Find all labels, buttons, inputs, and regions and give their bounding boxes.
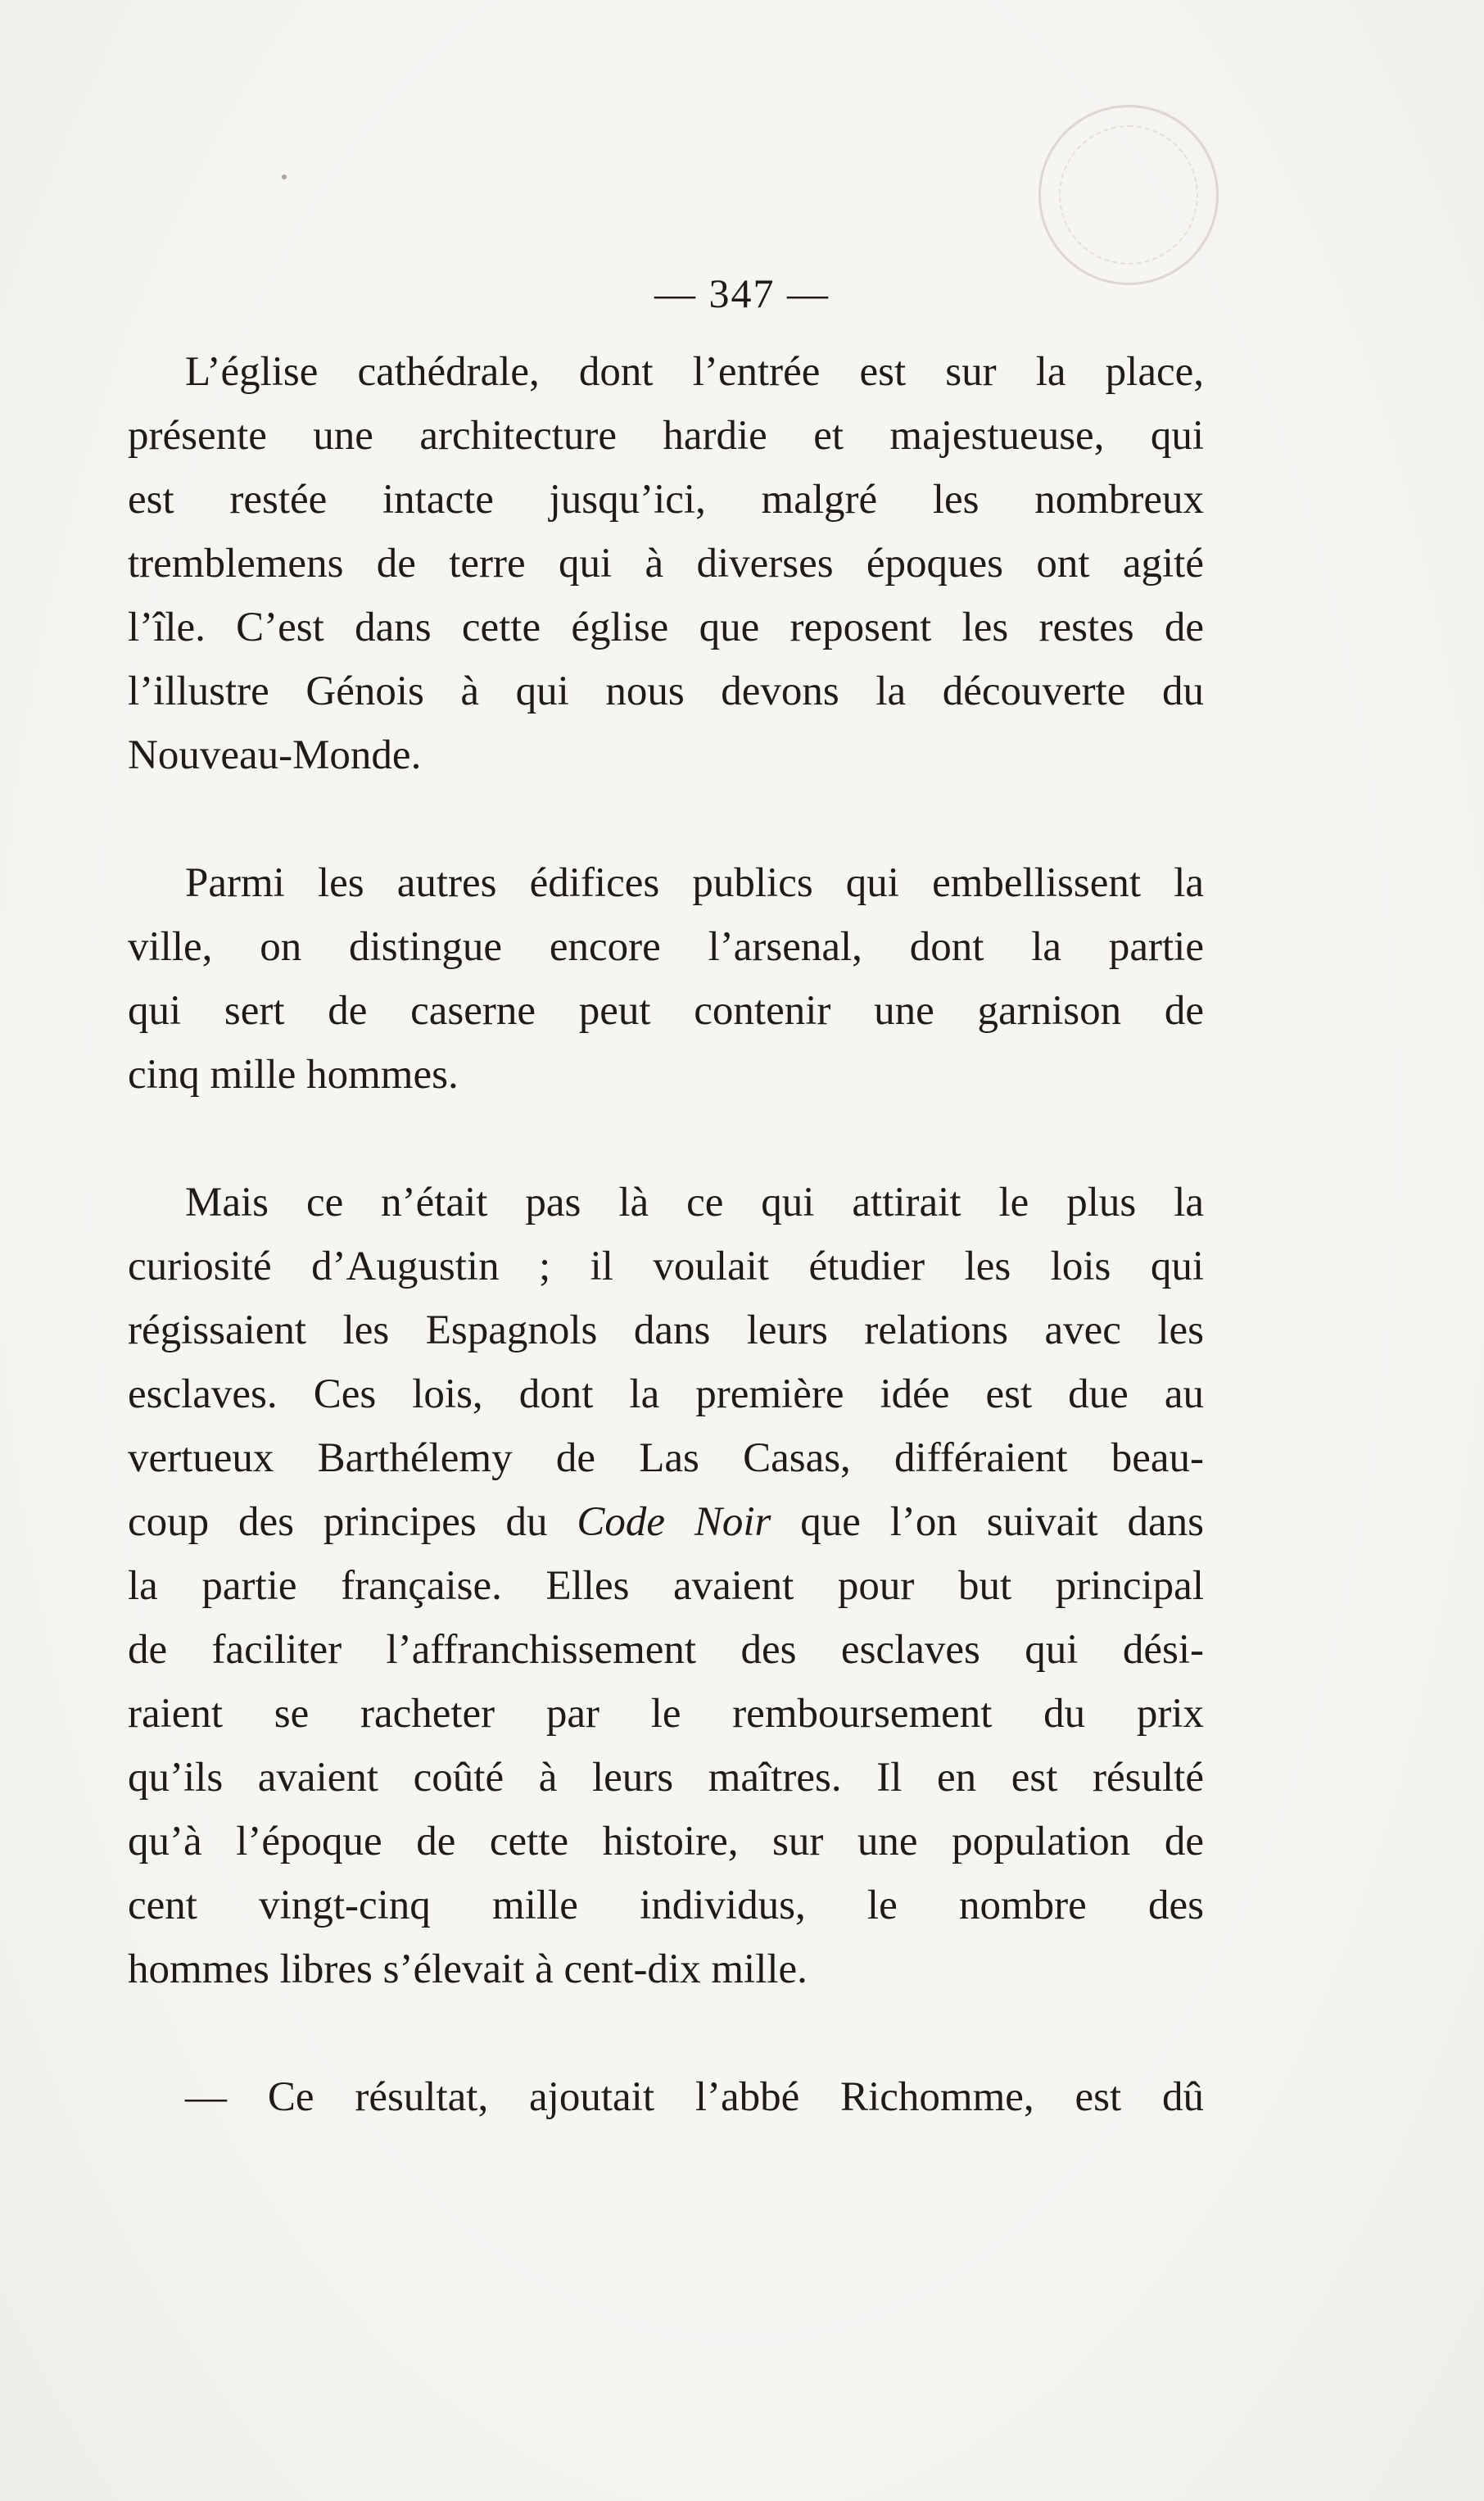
text-line: qu’ils avaient coûté à leurs maîtres. Il en est résulté (128, 1755, 1204, 1801)
text-line: régissaient les Espagnols dans leurs relations avec les (128, 1307, 1204, 1353)
text-segment: que l’on suivait dans (771, 1499, 1204, 1545)
text-line: Mais ce n’était pas là ce qui attirait le plus la (185, 1180, 1204, 1226)
paragraph-3 (128, 1171, 1204, 2001)
text-line: cent vingt-cinq mille individus, le nombre des (128, 1883, 1204, 1928)
paragraph-1 (128, 340, 1204, 787)
paragraph-2 (128, 851, 1204, 1107)
text-line: L’église cathédrale, dont l’entrée est sur la place, (185, 349, 1204, 395)
text-segment: coup des principes du (128, 1499, 577, 1545)
italic-title: Code Noir (577, 1499, 771, 1545)
text-line (128, 1490, 1204, 1554)
text-line: l’illustre Génois à qui nous devons la découverte du (128, 668, 1204, 714)
body-text (128, 340, 1204, 2129)
ink-speck (282, 174, 287, 179)
text-line: raient se racheter par le remboursement du prix (128, 1691, 1204, 1737)
text-line: vertueux Barthélemy de Las Casas, différaient beau- (128, 1435, 1204, 1481)
paragraph-4 (128, 2065, 1204, 2129)
page-number: — 347 — (654, 270, 830, 316)
text-line: est restée intacte jusqu’ici, malgré les nombreux (128, 477, 1204, 523)
text-line: esclaves. Ces lois, dont la première idée est due au (128, 1371, 1204, 1417)
text-line: curiosité d’Augustin ; il voulait étudier les lois qui (128, 1244, 1204, 1289)
text-line: présente une architecture hardie et majestueuse, qui (128, 413, 1204, 459)
text-line: qu’à l’époque de cette histoire, sur une population de (128, 1819, 1204, 1864)
text-line: Nouveau-Monde. (128, 732, 422, 778)
text-line: l’île. C’est dans cette église que reposent les restes de (128, 605, 1204, 650)
text-line: tremblemens de terre qui à diverses époques ont agité (128, 541, 1204, 587)
library-stamp (1038, 105, 1219, 285)
text-line: ville, on distingue encore l’arsenal, dont la partie (128, 924, 1204, 970)
text-line: qui sert de caserne peut contenir une garnison de (128, 988, 1204, 1034)
text-line: hommes libres s’élevait à cent-dix mille. (128, 1946, 808, 1992)
text-line: Parmi les autres édifices publics qui embellissent la (185, 860, 1204, 906)
text-line: cinq mille hommes. (128, 1052, 459, 1098)
text-line: — Ce résultat, ajoutait l’abbé Richomme, est dû (185, 2074, 1204, 2120)
text-line: de faciliter l’affranchissement des esclaves qui dési- (128, 1627, 1204, 1673)
text-line: la partie française. Elles avaient pour but principal (128, 1563, 1204, 1609)
